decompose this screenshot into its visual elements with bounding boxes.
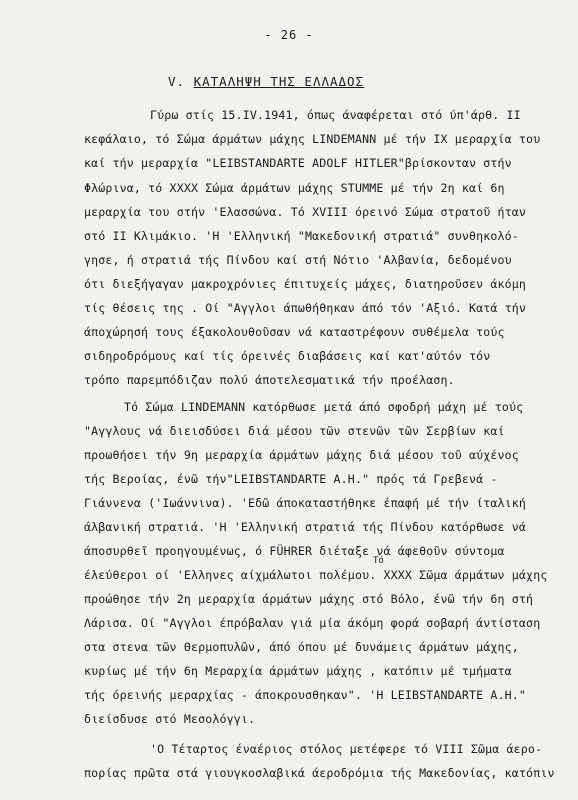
text-line: άλβανική στρατιά. 'Η 'Ελληνική στρατιά τής Πίνδου κατόρθωσε νά — [84, 520, 527, 534]
section-number: V. — [168, 74, 186, 89]
text-line: σιδηροδρόμους καί τίς όρεινές διαβάσεις καί κατ'αύτόν τόν — [84, 349, 491, 363]
text-line: κεφάλαιο, τό Σώμα άρμάτων μάχης LINDEMANN μέ τήν IX μεραρχία του — [84, 132, 541, 146]
text-line: Τό Σώμα LINDEMANN κατόρθωσε μετά άπό σφοδρή μάχη μέ τούς — [124, 400, 524, 414]
text-line: προώθησε τήν 2η μεραρχία άρμάτων μάχης στό Βόλο, ένῶ τήν 6η στή — [84, 592, 534, 606]
text-line: Λάρισα. Οί "Αγγλοι έπρόβαλαν γιά μία άκόμη φορά σοβαρή άντίσταση — [84, 616, 541, 630]
page-number: - 26 - — [264, 28, 314, 42]
text-line: άποχώρησή τους έξακολουθοῦσαν νά καταστρέφουν συθέμελα τούς — [84, 325, 505, 339]
text-line: προωθήσει τήν 9η μεραρχία άρμάτων μάχης διά μέσου τοῦ αύχένος — [84, 448, 519, 462]
text-line: "Αγγλους νά διεισδύσει διά μέσου τῶν στενῶν τῶν Σερβίων καί — [84, 424, 505, 438]
text-line: πορίας πρῶτα στά γιουγκοσλαβικά άεροδρόμια τής Μακεδονίας, κατόπιν — [84, 766, 555, 780]
section-title-text: ΚΑΤΑΛΗΨΗ ΤΗΣ ΕΛΛΑΔΟΣ — [193, 74, 365, 89]
text-line: Φλώρινα, τό ΧΧΧΧ Σώμα άρμάτων μάχης STUMME μέ τήν 2η καί 6η — [84, 181, 505, 195]
text-line: τής Βεροίας, ένῶ τήν"LEIBSTANDARTE A.H." πρός τά Γρεβενά - — [84, 472, 498, 486]
text-line: στα στενα τῶν Θερμοπυλῶν, άπό όπου μέ δυνάμεις άρμάτων μάχης, — [84, 640, 519, 654]
text-line: τρόπο παρεμπόδιζαν πολύ άποτελεσματικά τήν προέλαση. — [84, 373, 455, 387]
text-line: τίς θέσεις της . Οί "Αγγλοι άπωθήθηκαν άπό τόν 'Αξιό. Κατά τήν — [84, 301, 527, 315]
text-line: 'Ο Τέταρτος έναέριος στόλος μετέφερε τό VIII Σῶμα άερο- — [150, 742, 543, 756]
handwritten-insert: Τό — [373, 556, 384, 566]
text-line: γησε, ή στρατιά τής Πίνδου καί στή Νότιο 'Αλβανία, δεδομένου — [84, 253, 512, 267]
section-heading — [168, 74, 364, 89]
text-line: άποσυρθεῖ προηγουμένως, ό FÜHRER διέταξε νά άφεθοῦν σύντομα — [84, 544, 505, 558]
text-line: Γιάννενα ('Ιωάννινα). 'Εδῶ άποκαταστήθηκε έπαφή μέ τήν ίταλική — [84, 496, 527, 510]
text-line: τής όρεινής μεραρχίας - άποκρουσθηκαν". 'Η LEIBSTANDARTE A.H." — [84, 688, 527, 702]
text-line: έλεύθεροι οί 'Ελληνες αίχμάλωτοι πολέμου. ΧΧΧΧ Σῶμα άρμάτων μάχης — [84, 568, 548, 582]
text-line: στό ΙΙ Κλιμάκιο. 'Η 'Ελληνική "Μακεδονική στρατιά" συνθηκολό- — [84, 229, 519, 243]
text-line: ότι διεξήγαγαν μακροχρόνιες έπιτυχείς μάχες, διατηροῦσεν άκόμη — [84, 277, 527, 291]
text-line: μεραρχία του στήν 'Ελασσώνα. Τό XVIII όρεινό Σώμα στρατοῦ ήταν — [84, 205, 527, 219]
text-line: καί τήν μεραρχία "LEIBSTANDARTE ADOLF HITLER"βρίσκονταν στήν — [84, 156, 512, 170]
text-line: κυρίως μέ τήν 6η Μεραρχία άρμάτων μάχης , κατόπιν μέ τμήματα — [84, 664, 512, 678]
text-line: διείσδυσε στό Μεσολόγγι. — [84, 712, 256, 726]
text-line: Γύρω στίς 15.IV.1941, όπως άναφέρεται στό ύπ'άρθ. II — [150, 108, 521, 122]
